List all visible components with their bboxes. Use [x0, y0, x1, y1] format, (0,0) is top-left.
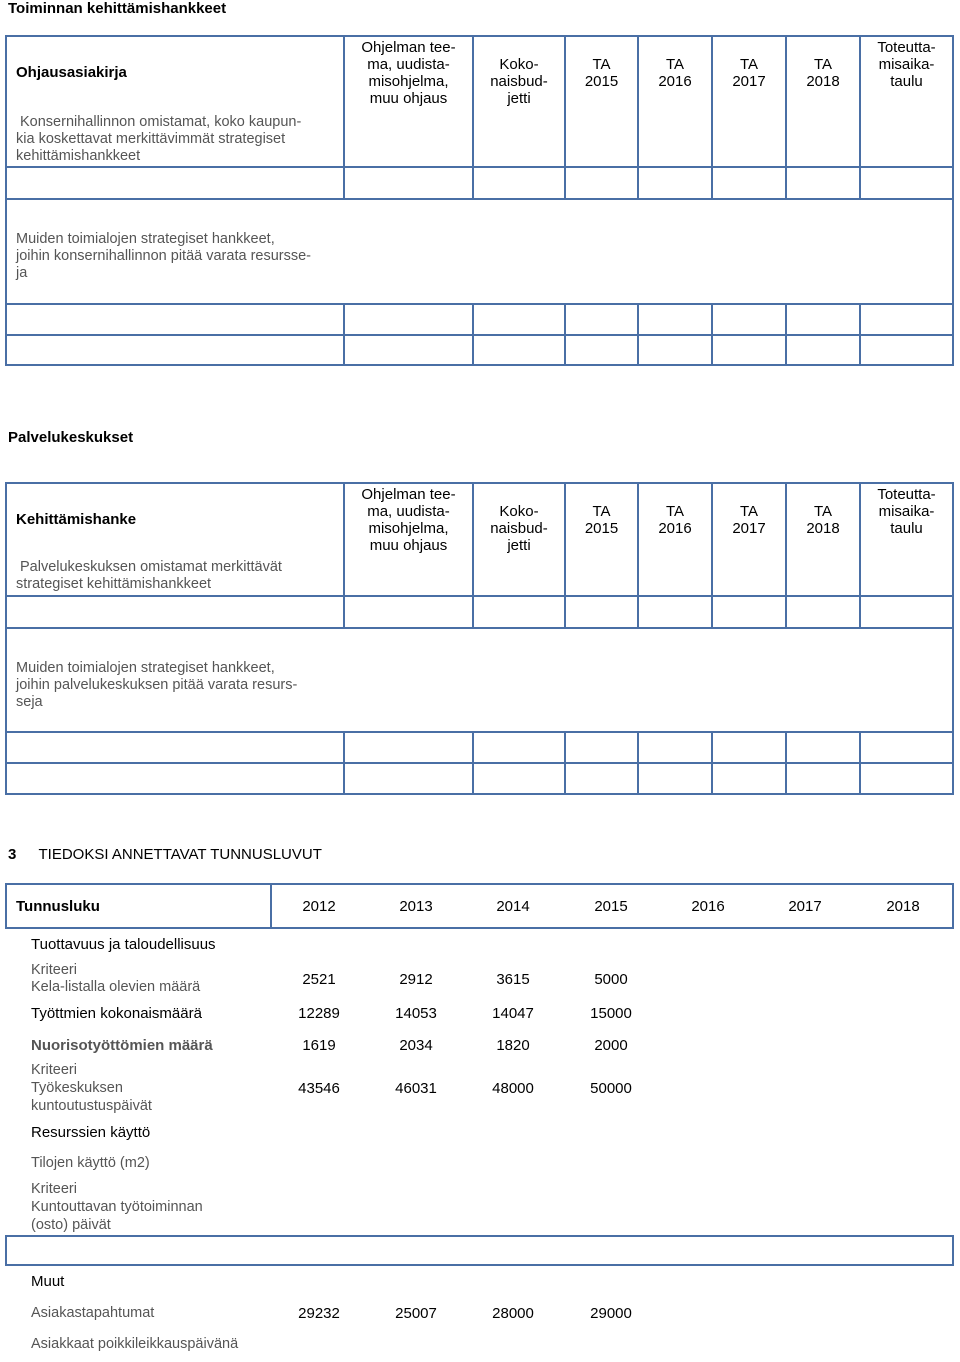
- subheader-konsernihallinto: Konsernihallinnon omistamat, koko kaupun- kia koskettavat merkittävimmät strategiset kehittämishankkeet: [16, 114, 302, 164]
- row-label-tilojen-kaytto: Tilojen käyttö (m2): [31, 1155, 150, 1171]
- col-header-toteuttamisaikataulu-2: Toteutta- misaika- taulu: [877, 486, 936, 537]
- table-cell: 5000: [594, 971, 628, 988]
- row-label-kuntouttava: Kriteeri Kuntouttavan työtoiminnan (osto) päivät: [31, 1181, 203, 1233]
- table-cell: 43546: [298, 1080, 340, 1097]
- col-header-ta-2018: TA 2018: [806, 56, 840, 90]
- year-header: 2015: [594, 898, 628, 915]
- col-header-ta-2017-2: TA 2017: [732, 503, 766, 537]
- header-kehittamishanke: Kehittämishanke: [16, 511, 137, 528]
- col-header-ta-2016: TA 2016: [658, 56, 692, 90]
- page-title: Toiminnan kehittämishankkeet: [8, 0, 227, 17]
- group-label-muut: Muut: [31, 1273, 65, 1290]
- table-cell: 2000: [594, 1037, 628, 1054]
- table-cell: 29232: [298, 1305, 340, 1322]
- table-cell: 1820: [496, 1037, 530, 1054]
- col-header-ta-2015-2: TA 2015: [584, 503, 619, 537]
- row-label-asiakastapahtumat: Asiakastapahtumat: [31, 1305, 155, 1321]
- table-cell: 50000: [590, 1080, 632, 1097]
- col-header-ta-2016-2: TA 2016: [658, 503, 692, 537]
- col-header-toteuttamisaikataulu: Toteutta- misaika- taulu: [877, 39, 936, 90]
- year-header: 2014: [496, 898, 530, 915]
- group-label-resurssien-kaytto: Resurssien käyttö: [31, 1124, 151, 1141]
- header-ohjausasiakirja: Ohjausasiakirja: [16, 64, 127, 81]
- table-cell: 25007: [395, 1305, 437, 1322]
- col-header-ta-2018-2: TA 2018: [806, 503, 840, 537]
- section-3-heading: [8, 846, 322, 863]
- col-header-ohjelma: Ohjelman tee- ma, uudista- misohjelma, muu ohjaus: [361, 39, 456, 107]
- subheader-palvelukeskuksen: Palvelukeskuksen omistamat merkittävät strategiset kehittämishankkeet: [16, 559, 282, 592]
- row-label-asiakkaat: Asiakkaat poikkileikkauspäivänä: [31, 1336, 239, 1352]
- col-header-ta-2015: TA 2015: [584, 56, 619, 90]
- table-cell: 1619: [302, 1037, 336, 1054]
- row-label-kela: Kriteeri Kela-listalla olevien määrä: [31, 962, 201, 995]
- section-muiden-toimialojen-2: Muiden toimialojen strategiset hankkeet, joihin palvelukeskuksen pitää varata resurs- seja: [16, 660, 298, 710]
- section-title: TIEDOKSI ANNETTAVAT TUNNUSLUVUT: [38, 846, 322, 863]
- table-cell: 28000: [492, 1305, 534, 1322]
- table-cell: 3615: [496, 971, 530, 988]
- table-cell: 46031: [395, 1080, 437, 1097]
- year-header: 2017: [788, 898, 822, 915]
- table-cell: 48000: [492, 1080, 534, 1097]
- table-cell: 14053: [395, 1005, 437, 1022]
- table-cell: 29000: [590, 1305, 632, 1322]
- table-cell: 12289: [298, 1005, 340, 1022]
- section-heading-palvelukeskukset: Palvelukeskukset: [8, 429, 134, 446]
- col-header-kokonaisbudjetti: Koko- naisbud- jetti: [490, 56, 548, 107]
- header-tunnusluku: Tunnusluku: [16, 898, 100, 915]
- col-header-ta-2017: TA 2017: [732, 56, 766, 90]
- year-header: 2012: [302, 898, 336, 915]
- year-header: 2013: [399, 898, 433, 915]
- table-cell: 15000: [590, 1005, 632, 1022]
- table-cell: 2912: [399, 971, 433, 988]
- table-cell: 2521: [302, 971, 336, 988]
- row-label-tyokeskus: Kriteeri Työkeskuksen kuntoutustuspäivät: [31, 1062, 152, 1114]
- section-number: 3: [8, 846, 17, 863]
- year-header: 2016: [691, 898, 725, 915]
- year-header: 2018: [886, 898, 920, 915]
- col-header-kokonaisbudjetti-2: Koko- naisbud- jetti: [490, 503, 548, 554]
- table-cell: 14047: [492, 1005, 534, 1022]
- table-cell: 2034: [399, 1037, 433, 1054]
- col-header-ohjelma-2: Ohjelman tee- ma, uudista- misohjelma, muu ohjaus: [361, 486, 456, 554]
- row-label-nuorisotyottomat: Nuorisotyöttömien määrä: [31, 1037, 213, 1054]
- row-label-tyottomat: Työttmien kokonaismäärä: [31, 1005, 202, 1022]
- group-label-tuottavuus: Tuottavuus ja taloudellisuus: [31, 936, 216, 953]
- section-muiden-toimialojen: Muiden toimialojen strategiset hankkeet, joihin konsernihallinnon pitää varata resursse- ja: [16, 231, 311, 281]
